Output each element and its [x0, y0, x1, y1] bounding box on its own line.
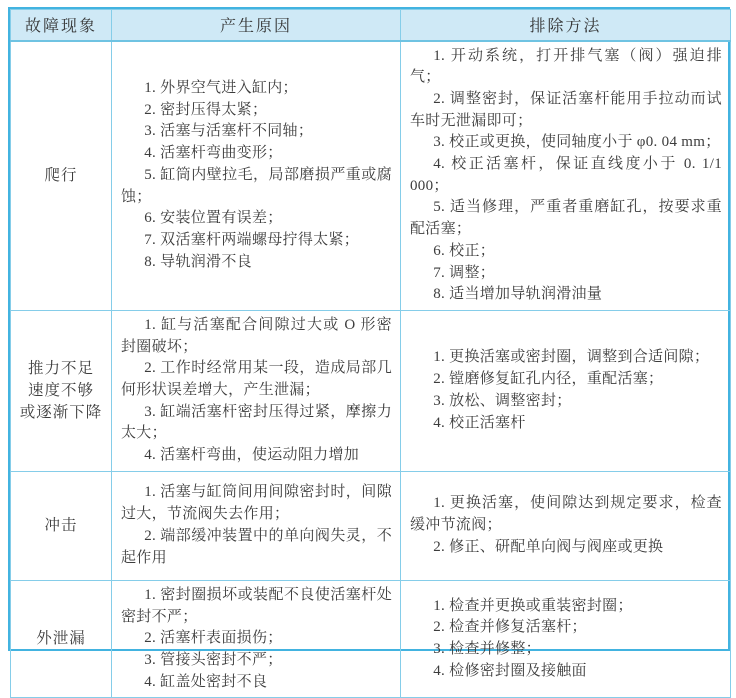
remedies-cell [401, 310, 731, 471]
remedy-item: 2. 检查并修复活塞杆； [433, 619, 587, 636]
cause-item: 1. 活塞与缸筒间用间隙密封时，间隙过大，节流阀失去作用； [121, 484, 392, 523]
table-row [11, 580, 731, 698]
causes-cell [112, 580, 401, 698]
remedy-item: 2. 修正、研配单向阀与阀座或更换 [433, 538, 664, 555]
remedies-cell [401, 471, 731, 580]
table-body [11, 41, 731, 698]
cause-item: 3. 缸端活塞杆密封压得过紧，摩擦力太大； [121, 403, 392, 442]
table-row [11, 310, 731, 471]
cause-item: 1. 缸与活塞配合间隙过大或 O 形密封圈破坏； [121, 316, 392, 355]
cause-item: 4. 活塞杆弯曲，使运动阻力增加 [144, 447, 360, 464]
cause-item: 4. 缸盖处密封不良 [144, 673, 268, 690]
remedy-item: 1. 检查并更换或重装密封圈； [433, 597, 633, 614]
remedy-item: 1. 更换活塞，使间隙达到规定要求，检查缓冲节流阀； [410, 495, 722, 533]
cause-item: 3. 管接头密封不严； [144, 651, 283, 668]
remedy-item: 3. 校正或更换，使同轴度小于 φ0. 04 mm； [433, 134, 721, 151]
phenomenon-line: 速度不够 [27, 382, 94, 400]
cause-item: 2. 密封压得太紧； [144, 101, 268, 118]
fault-diagnosis-table [8, 7, 730, 690]
phenomenon-line: 或逐渐下降 [19, 403, 103, 421]
cause-item: 7. 双活塞杆两端螺母拧得太紧； [144, 231, 360, 248]
remedy-item: 5. 适当修理，严重者重磨缸孔，按要求重配活塞； [410, 199, 722, 238]
remedy-item: 2. 调整密封，保证活塞杆能用手拉动而试车时无泄漏即可； [410, 90, 722, 129]
remedy-item: 3. 检查并修整； [433, 641, 541, 658]
remedy-item: 4. 校正活塞杆，保证直线度小于 0. 1/1 000； [410, 156, 722, 194]
remedies-cell [401, 580, 731, 698]
phenomenon-cell [11, 471, 112, 580]
cause-item: 2. 活塞杆表面损伤； [144, 630, 283, 647]
phenomenon-cell [11, 310, 112, 471]
remedy-item: 8. 适当增加导轨润滑油量 [433, 286, 603, 303]
causes-cell [112, 310, 401, 471]
phenomenon-line: 爬行 [44, 166, 78, 184]
remedy-item: 7. 调整； [433, 264, 496, 281]
table-row [11, 41, 731, 311]
cause-item: 1. 密封圈损坏或装配不良使活塞杆处密封不严； [121, 586, 392, 625]
phenomenon-line: 外泄漏 [36, 630, 86, 648]
remedy-item: 1. 开动系统，打开排气塞（阀）强迫排气； [410, 47, 722, 86]
header-row [11, 10, 731, 41]
table-row [11, 471, 731, 580]
header-remedy: 排除方法 [401, 10, 731, 41]
causes-cell [112, 471, 401, 580]
cause-item: 2. 端部缓冲装置中的单向阀失灵，不起作用 [121, 527, 392, 566]
cause-item: 5. 缸筒内壁拉毛，局部磨损严重或腐蚀； [121, 166, 392, 205]
cause-item: 2. 工作时经常用某一段，造成局部几何形状误差增大，产生泄漏； [121, 360, 392, 399]
cause-item: 4. 活塞杆弯曲变形； [144, 145, 283, 162]
remedy-item: 1. 更换活塞或密封圈，调整到合适间隙； [433, 349, 710, 366]
cause-item: 1. 外界空气进入缸内； [144, 80, 298, 97]
cause-item: 8. 导轨润滑不良 [144, 253, 252, 270]
phenomenon-line: 推力不足 [27, 360, 94, 378]
remedy-item: 3. 放松、调整密封； [433, 392, 572, 409]
remedy-item: 4. 检修密封圈及接触面 [433, 662, 587, 679]
cause-item: 3. 活塞与活塞杆不同轴； [144, 123, 314, 140]
remedy-item: 6. 校正； [433, 242, 496, 259]
remedies-cell [401, 41, 731, 311]
phenomenon-line: 冲击 [44, 517, 78, 534]
phenomenon-cell [11, 580, 112, 698]
header-fault-phenomenon: 故障现象 [11, 10, 112, 41]
fault-table [10, 9, 731, 698]
cause-item: 6. 安装位置有误差； [144, 210, 283, 227]
causes-cell [112, 41, 401, 311]
phenomenon-cell [11, 41, 112, 311]
remedy-item: 2. 镗磨修复缸孔内径，重配活塞； [433, 371, 664, 388]
header-cause: 产生原因 [112, 10, 401, 41]
remedy-item: 4. 校正活塞杆 [433, 414, 526, 431]
